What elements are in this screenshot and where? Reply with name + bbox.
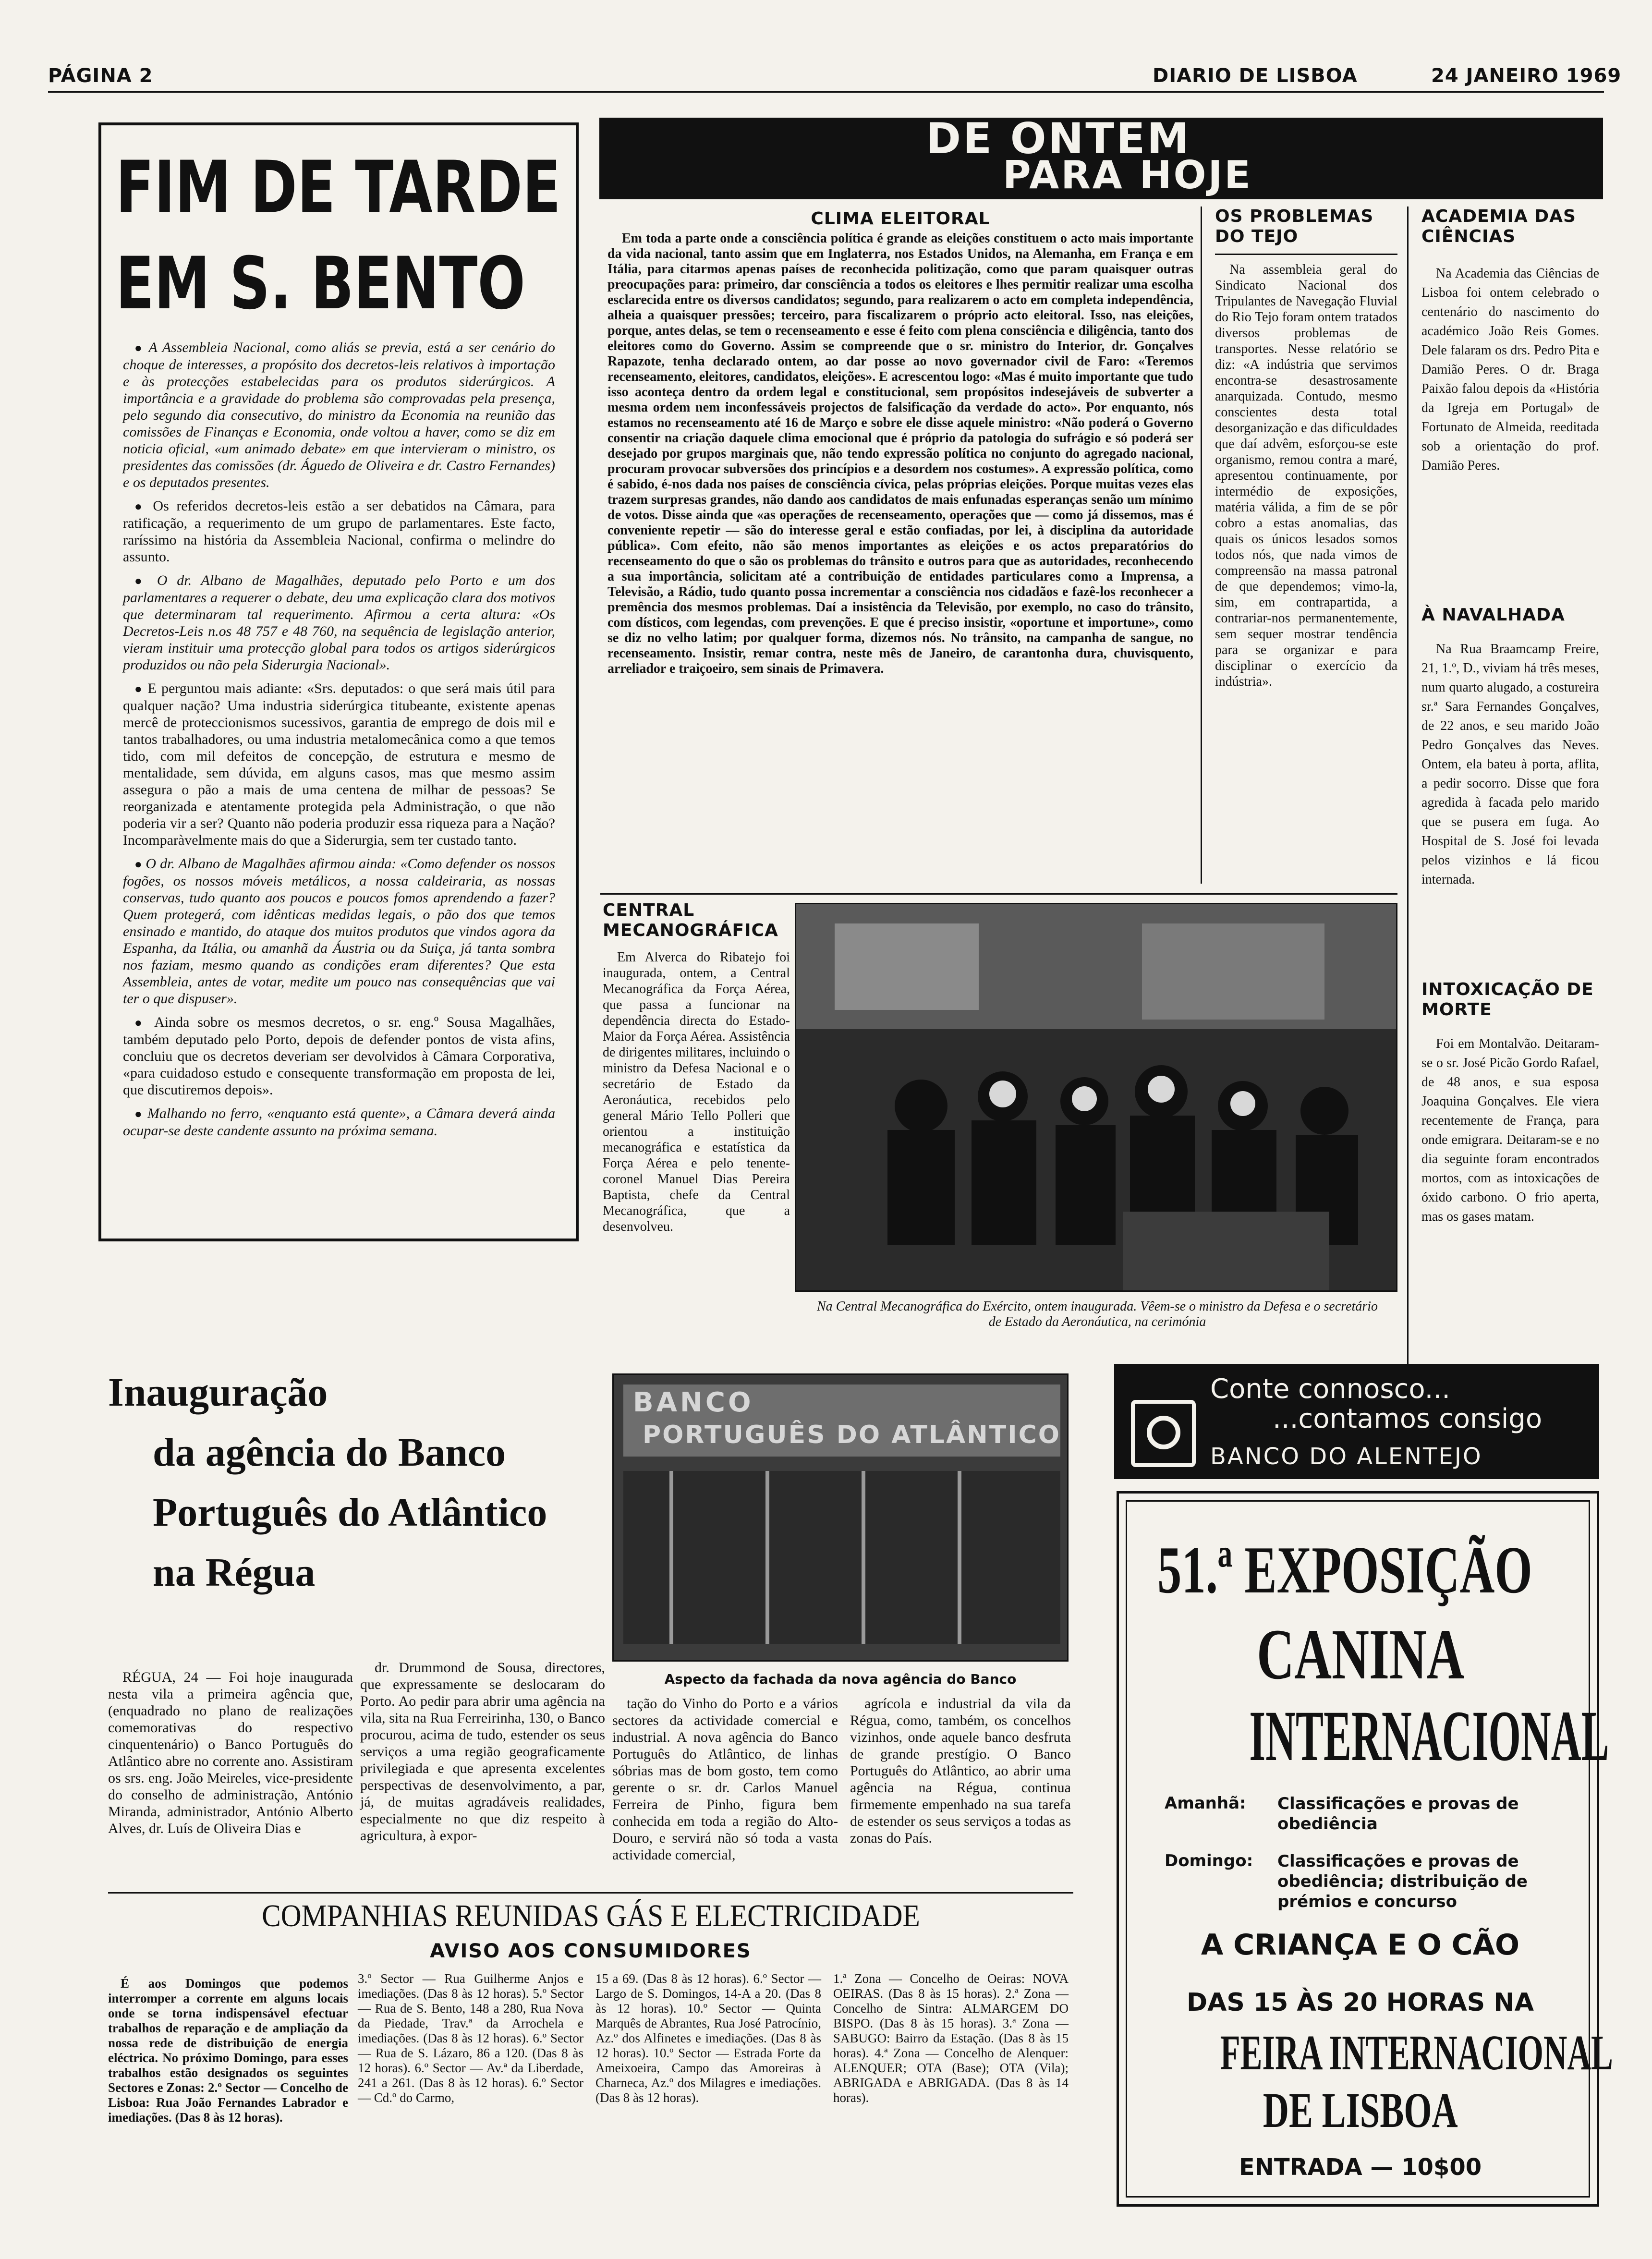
banco-title-4: na Régua xyxy=(153,1550,316,1595)
alentejo-line-2: ...contamos consigo xyxy=(1273,1403,1543,1434)
exposicao-crianca: A CRIANÇA E O CÃO xyxy=(1201,1928,1520,1962)
de-ontem-banner xyxy=(599,114,1603,199)
gas-col-2: 3.º Sector — Rua Guilherme Anjos e imediações. (Das 8 às 12 horas). 5.º Sector — Rua de S. Bento, 148 a 280, Rua Nova da Piedade, Trav.ª da Arrochela e imediações. (Das 8 às 12 horas). 6.º Sector — Rua de S. Lázaro, 86 a 120. (Das 8 às 12 horas). 6.º Sector — Av.ª da Liberdade, 241 a 261. (Das 8 às 12 horas). 6.º Sector — Cd.º do Carmo, xyxy=(358,1971,583,2105)
banco-title-3: Português do Atlântico xyxy=(153,1490,547,1535)
banco-col-4: agrícola e industrial da vila da Régua, como, também, os concelhos vizinhos, onde aquele banco desfruta de grande prestígio. O Banco Português do Atlântico, ao abrir uma agência na Régua, continua firmemente empenhado na sua tarefa de estender os seus serviços a todas as zonas do País. xyxy=(850,1696,1071,1846)
banco-title-2: da agência do Banco xyxy=(153,1430,506,1475)
exposicao-ad xyxy=(1117,1491,1613,2207)
tejo-article xyxy=(1215,206,1397,690)
fim-de-tarde-body xyxy=(123,339,555,1146)
exposicao-feira-2: DE LISBOA xyxy=(1263,2083,1458,2138)
academia-title: ACADEMIA DAS CIÊNCIAS xyxy=(1421,206,1576,246)
fim-de-tarde-title-2: EM S. BENTO xyxy=(116,242,525,326)
fim-de-tarde-box xyxy=(98,122,579,1241)
clima-body: Em toda a parte onde a consciência política é grande as eleições constituem o acto mais importante da vida nacional, tanto assim que em Inglaterra, nos Estados Unidos, na Alemanha, em França e em Itália, para citarmos apenas países de reconhecida politização, como que param quaisquer outras preocupações para: primeiro, dar consciência a todos os eleitores e lhes permitir realizar uma escolha esclarecida entre os diversos candidatos; segundo, para realizarem o acto em completa independência, alheia a quaisquer pressões; terceiro, para fiscalizarem o próprio acto eleitoral. Isso, nas eleições, porque, antes delas, se tem o recenseamento e esse é feito com plena consciência e diligência, tanto dos eleitores como do Governo. Assim se compreende que o sr. ministro do Interior, dr. Gonçalves Rapazote, tenha declarado ontem, ao dar posse ao novo governador civil de Faro: «Teremos recenseamento, eleitores, candidatos, eleições». E acrescentou logo: «Mas é muito importante que tudo isso aconteça dentro da ordem legal e constitucional, sem propósitos indesejáveis de subverter a mesma ordem nem inconfessáveis projectos de falsificação da verdade do acto». Por enquanto, nós estamos no recenseamento até 16 de Março e sobre ele disse aquele ministro: «Não poderá o Governo consentir na criação daquele clima emocional que é próprio da patologia do sufrágio e só poderá ser desejado por grupos marginais que, não tendo expressão política no conjunto do agregado nacional, procuram provocar subversões dos princípios e a desordem nos costumes». A expressão política, como é sabido, é-nos dada nos países de consciência cívica, pelas próprias eleições. Porque muitas vezes elas trazem surpresas grandes, não dando aos candidatos de mais enfunadas esperanças senão um mínimo de votos. Disse ainda que «as operações de recenseamento, operações que — como já dissemos, mas é conveniente repetir — são do interesse geral e estão confiadas, por lei, à disciplina da autoridade pública». Com efeito, não são menos importantes as eleições e os actos preparatórios do recenseamento do que o são os problemas do trânsito e outros para que as autoridades, reconhecendo a sua importância, solicitam até a contribuição de entidades particulares como a Imprensa, a Televisão, a Rádio, tudo quanto possa incrementar a consciência nos cidadãos e fazê-los reconhecer a premência dos mesmos problemas. Daí a insistência da Televisão, por exemplo, no caso do trânsito, com dísticos, com legendas, com prevenções. E que é preciso insistir, «oportune et importune», como se diz no velho latim; por qualquer forma, dizemos nós. No trânsito, na campanha de sangue, no recenseamento. Insistir, remar contra, neste mês de Janeiro, de carantonha dura, chuvisquento, arreliador e traiçoeiro, sem sinais de Primavera. xyxy=(607,231,1193,676)
navalhada-title: À NAVALHADA xyxy=(1421,605,1565,625)
exposicao-line-2: CANINA xyxy=(1256,1615,1464,1694)
banco-title-1: Inauguração xyxy=(108,1370,328,1415)
gas-title: COMPANHIAS REUNIDAS GÁS E ELECTRICIDADE xyxy=(261,1898,920,1933)
alentejo-line-1: Conte connosco... xyxy=(1210,1373,1451,1405)
navalhada-body: Na Rua Braamcamp Freire, 21, 1.º, D., viviam há três meses, num quarto alugado, a costureira sr.ª Sara Fernandes Gonçalves, de 22 anos, e seu marido João Pedro Gonçalves das Neves. Ontem, ela bateu à porta, aflita, a pedir socorro. Disse que fora agredida à facada pelo marido que se pusera em fuga. Ao Hospital de S. José foi levada pelos vizinhos e lá ficou internada. xyxy=(1421,642,1599,887)
page-number: PÁGINA 2 xyxy=(48,65,153,87)
central-photo-caption: Na Central Mecanográfica do Exército, ontem inaugurada. Vêem-se o ministro da Defesa e o secretário de Estado da Aeronáutica, na cerimónia xyxy=(816,1299,1378,1329)
central-body: Em Alverca do Ribatejo foi inaugurada, ontem, a Central Mecanográfica da Força Aérea, que passa a funcionar na dependência directa do Estado-Maior da Força Aérea. Assistência de dirigentes militares, incluindo o ministro da Defesa Nacional e o secretário de Estado da Aeronáutica, recebidos pelo general Mário Tello Polleri que orientou a instituição mecanográfica e estatística da Força Aérea e pelo tenente-coronel Manuel Dias Pereira Baptista, chefe da Central Mecanográfica, que a desenvolveu. xyxy=(603,950,790,1234)
fim-de-tarde-para-4: ● E perguntou mais adiante: «Srs. deputados: o que será mais útil para qualquer nação? Uma industria siderúrgica titubeante, existente apenas mercê de proteccionismos sucessivos, garantia de emprego de dois mil e tantos trabalhadores, ou uma industria metalomecânica como a que temos tido, com mil defeitos de concepção, de estrutura e mesmo de mentalidade, sem dúvida, em alguns casos, mas que mesmo assim assegura o pão a mais de uma centena de milhar de pessoas? Se reorganizada e atentamente protegida pela Administração, o que não poderia vir a ser? Quanto não poderia produzir essa riqueza para a Nação? Incomparàvelmente mais do que a Siderurgia, sem ter custado tanto. xyxy=(123,680,555,849)
clima-article xyxy=(607,209,1193,677)
academia-body: Na Academia das Ciências de Lisboa foi ontem celebrado o centenário do nascimento do académico João Reis Gomes. Dele falaram os drs. Pedro Pita e Damião Peres. O dr. Braga Paixão falou depois da «História da Igreja em Portugal» de Fortunato de Almeida, reeditada sob a orientação do prof. Damião Peres. xyxy=(1421,266,1599,473)
central-article xyxy=(603,900,790,1235)
intoxicacao-body: Foi em Montalvão. Deitaram-se o sr. José Picão Gordo Rafael, de 48 anos, e sua esposa Joaquina Gonçalves. Ele viera recentemente de França, para onde emigrara. Deitaram-se e no dia seguinte foram encontrados mortos, com as intoxicações de óxido carbono. O frio aperta, mas os gases matam. xyxy=(1421,1036,1599,1224)
central-photo-figures xyxy=(796,904,1397,1292)
paper-name: DIARIO DE LISBOA xyxy=(1153,65,1358,87)
rule-clima-tejo xyxy=(1201,206,1202,884)
exposicao-feira-1: FEIRA INTERNACIONAL xyxy=(1220,2025,1613,2080)
central-title: CENTRAL MECANOGRÁFICA xyxy=(603,900,778,940)
exposicao-line-3: INTERNACIONAL xyxy=(1249,1696,1609,1776)
exposicao-entrada: ENTRADA — 10$00 xyxy=(1239,2154,1482,2181)
fim-de-tarde-para-6: ● Ainda sobre os mesmos decretos, o sr. eng.º Sousa Magalhães, também deputado pelo Porto, depois de defender pontos de vista afins, concluiu que os decretos deveriam ser devolvidos à Câmara Corporativa, «para cuidadoso estudo e consequente transformação em proposta de lei, que discutiremos depois». xyxy=(123,1014,555,1098)
fim-de-tarde-para-2: ● Os referidos decretos-leis estão a ser debatidos na Câmara, para ratificação, a requerimento de um grupo de parlamentares. Este facto, raríssimo na história da Assembleia Nacional, confirma o melindre do assunto. xyxy=(123,498,555,565)
navalhada-article xyxy=(1421,605,1599,889)
intoxicacao-article xyxy=(1421,980,1599,1227)
rule-tejo-academia xyxy=(1407,206,1409,1388)
banco-photo-caption: Aspecto da fachada da nova agência do Banco xyxy=(664,1671,1017,1687)
banco-facade-photo xyxy=(612,1373,1069,1662)
gas-subtitle: AVISO AOS CONSUMIDORES xyxy=(430,1940,752,1962)
fim-de-tarde-para-7: ● Malhando no ferro, «enquanto está quente», a Câmara deverá ainda ocupar-se deste candente assunto na próxima semana. xyxy=(123,1105,555,1139)
masthead-rule xyxy=(48,91,1604,93)
banco-sign-2: PORTUGUÊS DO ATLÂNTICO xyxy=(643,1421,1061,1449)
exposicao-number: 51.ª xyxy=(1157,1533,1233,1607)
de-ontem-banner-line-2: PARA HOJE xyxy=(1003,153,1252,197)
exposicao-line-1: EXPOSIÇÃO xyxy=(1244,1533,1532,1607)
exposicao-amanha-label: Amanhã: xyxy=(1165,1794,1246,1813)
intoxicacao-title: INTOXICAÇÃO DE MORTE xyxy=(1421,980,1594,1020)
exposicao-domingo-label: Domingo: xyxy=(1165,1851,1253,1870)
banco-col-2: dr. Drummond de Sousa, directores, que expressamente se deslocaram do Porto. Ao pedir para abrir uma agência na vila, sita na Rua Ferreirinha, 130, o Banco procurou, acima de tudo, estender os seus serviços a uma região geograficamente privilegiada e que apresenta excelentes perspectivas de desenvolvimento, a par, já, de muitas agradáveis realidades, especialmente no que diz respeito à agricultura, à expor- xyxy=(360,1660,605,1844)
exposicao-horas: DAS 15 ÀS 20 HORAS NA xyxy=(1186,1988,1534,2017)
rule-central-top xyxy=(600,893,1397,895)
alentejo-logo-icon xyxy=(1131,1400,1196,1467)
rule-gas-top xyxy=(108,1892,1073,1894)
banco-col-3: tação do Vinho do Porto e a vários sectores da actividade comercial e industrial. A nova agência do Banco Português do Atlântico, de linhas sóbrias mas de bom gosto, tem como gerente o sr. dr. Carlos Manuel Ferreira de Pinho, figura bem conhecida em toda a região do Alto-Douro, e servirá não só toda a vasta actividade comercial, xyxy=(612,1696,838,1863)
tejo-title-rule xyxy=(1215,254,1397,255)
banco-sign-1: BANCO xyxy=(633,1387,754,1418)
fim-de-tarde-para-3: ● O dr. Albano de Magalhães, deputado pelo Porto e um dos parlamentares a requerer o debate, deu uma explicação clara dos motivos que determinaram tal requerimento. Afirmou a certa altura: «Os Decretos-Leis n.os 48 757 e 48 760, na sequência de legislação anterior, vieram instituir uma protecção global para todos os artigos siderúrgicos produzidos ou não pela Siderurgia Nacional». xyxy=(123,572,555,673)
clima-title: CLIMA ELEITORAL xyxy=(811,209,990,229)
alentejo-bank-name: BANCO DO ALENTEJO xyxy=(1210,1443,1482,1470)
exposicao-domingo-text: Classificações e provas de obediência; distribuição de prémios e concurso xyxy=(1277,1852,1528,1911)
fim-de-tarde-para-1: ● A Assembleia Nacional, como aliás se previa, está a ser cenário do choque de interesses, a propósito dos decretos-leis relativos à importação e às protecções estabelecidas para os produtos siderúrgicos. A importância e a gravidade do problema são comprovadas pela presença, pelo segundo dia consecutivo, do ministro da Economia na reunião das comissões de Finanças e Economia, onde voltou a haver, como se diz em noticia oficial, «um animado debate» em que intervieram o ministro, os presidentes das comissões (dr. Águedo de Oliveira e dr. Castro Fernandes) e os deputados presentes. xyxy=(123,339,555,491)
banco-col-1: RÉGUA, 24 — Foi hoje inaugurada nesta vila a primeira agência que, (enquadrado no plano de realizações comemorativas do respectivo cinquentenário) o Banco Português do Atlântico abre no corrente ano. Assistiram os srs. eng. João Meireles, vice-presidente do conselho de administração, António Miranda, administrador, António Alberto Alves, dr. Luís de Oliveira Dias e xyxy=(108,1669,353,1836)
alentejo-ad xyxy=(1114,1364,1599,1479)
tejo-title: OS PROBLEMAS DO TEJO xyxy=(1215,206,1374,246)
central-photo xyxy=(795,903,1397,1292)
gas-col-4: 1.ª Zona — Concelho de Oeiras: NOVA OEIRAS. (Das 8 às 15 horas). 2.ª Zona — Concelho de Sintra: ALMARGEM DO BISPO. (Das 8 às 15 horas). 3.ª Zona — SABUGO: Bairro da Estação. (Das 8 às 15 horas). 4.ª Zona — Concelho de Alenquer: ALENQUER; OTA (Base); OTA (Vila); ABRIGADA e ABRIGADA. (Das 8 às 14 horas). xyxy=(833,1971,1069,2105)
academia-article xyxy=(1421,206,1599,475)
tejo-body: Na assembleia geral do Sindicato Nacional dos Tripulantes de Navegação Fluvial do Rio Tejo foram ontem tratados diversos problemas de transportes. Nesse relatório se diz: «A indústria que servimos encontra-se desastrosamente anarquizada. Contudo, mesmo conscientes desta total desorganização e das dificuldades que daí advêm, esforçou-se este organismo, remou contra a maré, apresentou continuamente, por intermédio de exposições, matéria válida, a fim de se pôr cobro a estas anomalias, das quais os únicos lesados somos todos nós, que nada vimos de compreensão na massa patronal de que dependemos; vimo-la, sim, em contrapartida, a contrariar-nos permanentemente, sem sequer mostrar tendência para se organizar e para disciplinar o exercício da indústria». xyxy=(1215,262,1397,689)
gas-col-3: 15 a 69. (Das 8 às 12 horas). 6.º Sector — Largo de S. Domingos, 14-A a 20. (Das 8 às 12 horas). 10.º Sector — Quinta Marquês de Abrantes, Rua José Patrocínio, Az.º dos Alfinetes e imediações. (Das 8 às 12 horas). 10.º Sector — Estrada Forte da Ameixoeira, Campo das Amoreiras à Charneca, Az.º dos Milagres e imediações. (Das 8 às 12 horas). xyxy=(595,1971,821,2105)
gas-col-1: É aos Domingos que podemos interromper a corrente em alguns locais onde se torna indispensável efectuar trabalhos de reparação e de ampliação da nossa rede de distribuição de energia eléctrica. No próximo Domingo, para esses trabalhos estão designados os seguintes Sectores e Zonas: 2.º Sector — Concelho de Lisboa: Rua João Fernandes Labrador e imediações. (Das 8 às 12 horas). xyxy=(108,1976,348,2125)
fim-de-tarde-title-1: FIM DE TARDE xyxy=(116,146,561,230)
exposicao-amanha-text: Classificações e provas de obediência xyxy=(1277,1794,1519,1834)
de-ontem-banner-line-1: DE ONTEM xyxy=(926,114,1191,163)
fim-de-tarde-para-5: ● O dr. Albano de Magalhães afirmou ainda: «Como defender os nossos fogões, os nossos móveis metálicos, a nossa caldeiraria, as nossas conservas, tudo quanto aos poucos e poucos fomos aprendendo a fazer? Quem protegerá, com idênticas medidas legais, o pão dos que temos ensinado e mantido, do ataque dos muitos produtos que vindos agora da Espanha, da Itália, ou amanhã da Áustria ou da Suiça, já tanta sombra nos faziam, mesmo quando as condições eram diferentes? Que esta Assembleia, antes de votar, medite um pouco nas consequências que vai ter o que dispuser». xyxy=(123,855,555,1007)
issue-date: 24 JANEIRO 1969 xyxy=(1431,65,1622,87)
